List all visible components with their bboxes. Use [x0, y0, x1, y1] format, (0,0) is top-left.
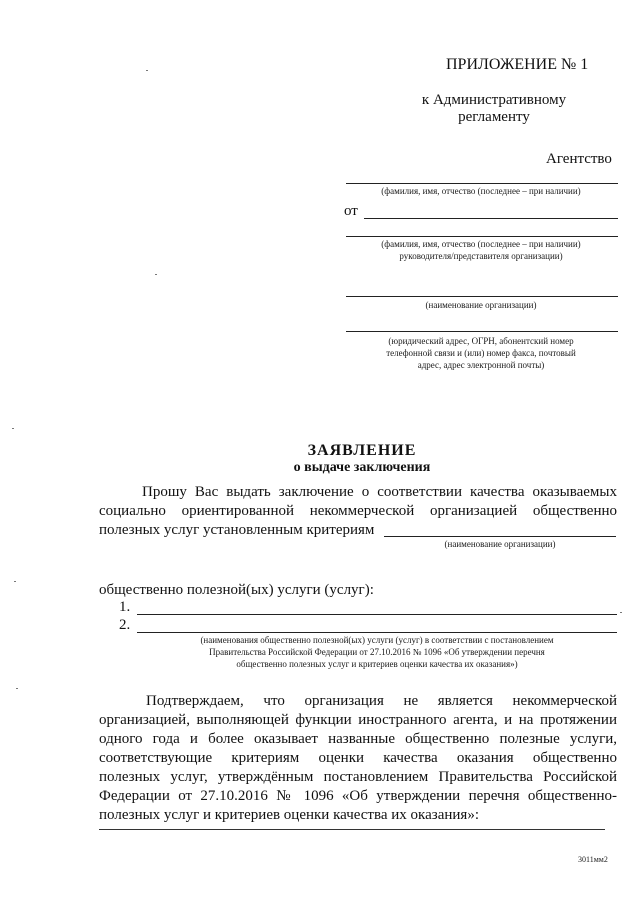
services-caption-2: Правительства Российской Федерации от 27.10.2016 № 1096 «Об утверждении перечня — [209, 647, 545, 657]
confirmation-line-1: Подтверждаем, что организация не является некоммерческой — [146, 693, 617, 709]
scan-speck — [155, 274, 157, 275]
confirmation-line-5: полезных услуг, утверждённым постановлением Правительства Российской — [99, 769, 617, 785]
service-item-2-line — [137, 632, 617, 633]
request-line-3: полезных услуг установленным критериям — [99, 522, 375, 538]
services-caption-3: общественно полезных услуг и критериев оценки качества их оказания») — [236, 659, 518, 669]
scan-speck — [146, 70, 148, 71]
fio-rep-caption-2: руководителя/представителя организации) — [399, 251, 563, 261]
services-caption-1: (наименования общественно полезной(ых) услуги (услуг) в соответствии с постановлением — [200, 635, 554, 645]
fio-caption: (фамилия, имя, отчество (последнее – при наличии) — [381, 186, 581, 196]
agency-label: Агентство — [546, 151, 612, 167]
blank-line-from — [364, 218, 618, 219]
regulation-ref-line2: регламенту — [458, 109, 530, 125]
services-label: общественно полезной(ых) услуги (услуг): — [99, 582, 374, 598]
blank-line-address — [346, 331, 618, 332]
address-caption-2: телефонной связи и (или) номер факса, почтовый — [386, 348, 576, 358]
confirmation-line-4: соответствующие критериям оценки качества оказания общественно — [99, 750, 617, 766]
request-line-1: Прошу Вас выдать заключение о соответствии качества оказываемых — [142, 484, 617, 500]
regulation-ref-line1: к Административному — [421, 92, 567, 108]
confirmation-line-6: Федерации от 27.10.2016 № 1096 «Об утверждении перечня общественно- — [99, 788, 617, 804]
page-code: 3011мм2 — [578, 855, 608, 864]
scan-speck — [12, 428, 14, 429]
blank-line-services-list — [99, 829, 605, 830]
appendix-heading: ПРИЛОЖЕНИЕ № 1 — [446, 56, 589, 73]
blank-line-org — [346, 296, 618, 297]
scan-speck — [16, 688, 18, 689]
service-item-2-number: 2. — [119, 617, 131, 633]
address-caption-3: адрес, адрес электронной почты) — [417, 360, 545, 370]
address-caption-1: (юридический адрес, ОГРН, абонентский номер — [388, 336, 574, 346]
org-name-caption: (наименование организации) — [444, 539, 556, 549]
org-caption: (наименование организации) — [425, 300, 537, 310]
confirmation-line-3: одного года и более оказывает названные общественно полезные услуги, — [99, 731, 617, 747]
service-item-1-line — [137, 614, 617, 615]
document-title: ЗАЯВЛЕНИЕ — [307, 442, 417, 459]
blank-line-org-name — [384, 536, 616, 537]
service-item-1-number: 1. — [119, 599, 131, 615]
blank-line-recipient — [346, 183, 618, 184]
from-label: от — [344, 203, 358, 219]
scan-speck — [14, 581, 16, 582]
confirmation-line-2: организацией, выполняющей функции иностранного агента, и на протяжении — [99, 712, 617, 728]
document-subtitle: о выдаче заключения — [293, 460, 431, 475]
request-line-2: социально ориентированной некоммерческой организацией общественно — [99, 503, 617, 519]
blank-line-from-2 — [346, 236, 618, 237]
scan-speck — [620, 612, 622, 613]
fio-rep-caption-1: (фамилия, имя, отчество (последнее – при наличии) — [381, 239, 581, 249]
confirmation-line-7: полезных услуг и критериев оценки качества их оказания»: — [99, 807, 479, 823]
